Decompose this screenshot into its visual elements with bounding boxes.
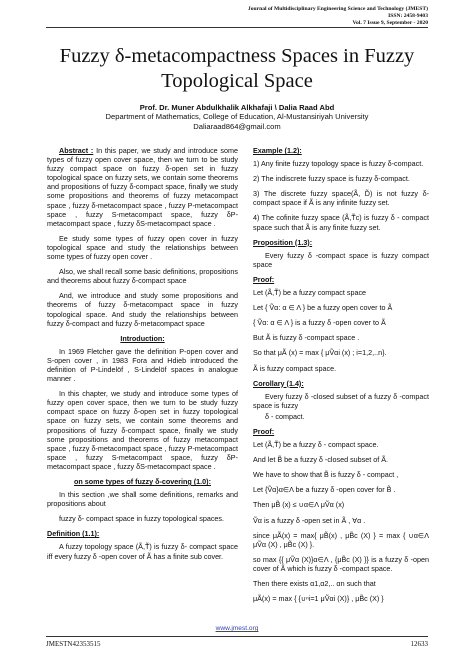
introduction-heading: Introduction: [120,333,165,343]
paragraph: In 1969 Fletcher gave the definition P-open cover and S-open cover , in 1983 Fora and Hdieb introduced the definition of P-Lindelöf , S-Lindelöf spaces in analogue manner . [47,346,238,384]
paragraph: In this section ,we shall some definitions, remarks and propositions about [47,490,238,509]
abstract-paragraph [47,146,238,228]
proof-line: Let (Ã,T̃) be a fuzzy δ - compact space. [253,440,379,450]
header-rule [46,27,428,28]
author-block [40,103,434,131]
proposition-heading: Proposition (1.3): [253,237,313,247]
example-item: 3) The discrete fuzzy space(Ã, D̃) is not fuzzy δ-compact space if Ã is any infinite fuzzy set. [253,189,429,208]
proof-line: μÃ(x) = max { {∪ⁿi=1 μṼαi (X)} , μB̃c (X) } [253,594,384,604]
proof-heading: Proof: [253,426,275,436]
proof-line: so max {{ μṼα (X)}α∈Λ , {μB̃c (X) }} is a fuzzy δ -open cover of Ã which is fuzzy δ -compact space. [253,554,429,573]
paragraph: fuzzy δ- compact space in fuzzy topological spaces. [59,514,224,524]
abstract-label: Abstract : [59,146,94,155]
journal-issn: ISSN: 2458-9403 [388,13,428,19]
page-number: 12633 [410,640,428,648]
footer-rule [46,636,428,637]
proof-line: But Ã is fuzzy δ -compact space . [253,333,360,343]
corollary-text: δ - compact. [265,411,305,421]
journal-volume: Vol. 7 Issue 9, September - 2020 [352,20,428,26]
proof-line: { Ṽα: α ∈ Λ } is a fuzzy δ -open cover to Ã [253,318,386,328]
left-column [47,146,238,567]
title-line-2: Topological Space [161,70,313,92]
proof-line: Then there exists α1,α2,.. αn such that [253,579,376,588]
example-item: 4) The cofinite fuzzy space (Ã,T̃c) is fuzzy δ - compact space such that Ã is any finite fuzzy set. [253,213,429,232]
example-item: 1) Any finite fuzzy topology space is fuzzy δ-compact. [253,159,424,169]
paragraph: Also, we shall recall some basic definitions, propositions and theorems about fuzzy δ-compact space [47,267,238,286]
proof-line: Ã is fuzzy compact space. [253,363,337,373]
paper-title [40,44,434,94]
author-email: Daliaraad864@gmail.com [193,121,281,131]
proof-line: We have to show that B̃ is fuzzy δ - compact , [253,470,399,480]
paragraph: In this chapter, we study and introduce some types of fuzzy open cover space, then we turn to be study fuzzy compact space on fuzzy δ-open set in fuzzy topological space on fuzzy sets, we contain some theorems and propositions of fuzzy δ-compact space, finally we study some propositions and theorems of fuzzy metacompact space , fuzzy δ-metacompact space , fuzzy P-metacompact space , fuzzy S-metacompact space, fuzzy δP-metacompact space , fuzzy δS-metacompact space . [47,389,238,471]
journal-link[interactable]: www.jmest.org [215,625,259,632]
corollary-text: Every fuzzy δ -closed subset of a fuzzy δ -compact space is fuzzy [253,391,429,410]
journal-name: Journal of Multidisciplinary Engineering Science and Technology (JMEST) [247,6,428,12]
proof-heading: Proof: [253,274,275,284]
example-heading: Example (1.2): [253,146,302,155]
proof-line: And let B̃ be a fuzzy δ -closed subset of Ã. [253,455,389,465]
title-line-1: Fuzzy δ-metacompactness Spaces in Fuzzy [59,45,415,67]
paragraph: And, we introduce and study some propositions and theorems of fuzzy δ-metacompact space in fuzzy topological space. And study the relationships between fuzzy δ-compact and fuzzy δ-metacompact space [47,291,238,328]
right-column [253,146,429,609]
example-item: 2) The indiscrete fuzzy space is fuzzy δ-compact. [253,174,410,184]
proof-line: Let (Ã,T̃) be a fuzzy compact space [253,288,367,298]
proof-line: Let { Ṽα: α ∈ Λ } be a fuzzy open cover to Ã [253,303,393,313]
abstract-text: In this paper, we study and introduce some types of fuzzy open cover space, then we turn to be study fuzzy compact space on fuzzy δ-open set in fuzzy topological space on fuzzy sets, we contain some theorems and propositions of fuzzy δ-compact space, finally we study some propositions and theorems of fuzzy metacompact space , fuzzy δ-metacompact space , fuzzy P-metacompact space , fuzzy S-metacompact space, fuzzy δP-metacompact space , fuzzy δS-metacompact space . [47,146,238,228]
proof-line: So that μÃ (x) = max { μṼαi (x) ; i=1,2,..n}. [253,348,387,358]
proposition-text: Every fuzzy δ -compact space is fuzzy compact space [253,250,429,269]
author-names: Prof. Dr. Muner Abdulkhalik Alkhafaji \ Dalia Raad Abd [139,103,335,112]
paragraph: A fuzzy topology space (Ã,T̃) is fuzzy δ- compact space iff every fuzzy δ -open cover of Ã has a finite sub cover. [47,542,238,561]
proof-line: Ṽα is a fuzzy δ -open set in Ã , ∀α . [253,515,366,525]
section-heading: on some types of fuzzy δ-covering (1.0): [74,477,211,486]
paragraph: Ee study some types of fuzzy open cover in fuzzy topological space and study the relationships between some types of fuzzy open cover . [47,233,238,262]
paper-id: JMESTN42353515 [46,640,101,648]
proof-line: Let {Ṽα}α∈Λ be a fuzzy δ -open cover for B̃ . [253,485,396,495]
corollary-heading: Corollary (1.4): [253,378,304,388]
journal-header [248,6,428,27]
proof-line: Then μB̃ (x) ≤ ∪α∈Λ μṼα (x) [253,500,345,510]
definition-heading: Definition (1.1): [47,529,100,539]
author-affiliation: Department of Mathematics, College of Education, Al-Mustansiriyah University [105,112,369,122]
proof-line: since μÃ(x) = max{ μB̃(x) , μB̃c (X) } = max { ∪α∈Λ μṼα (X) , μB̃c (X) }. [253,530,429,549]
